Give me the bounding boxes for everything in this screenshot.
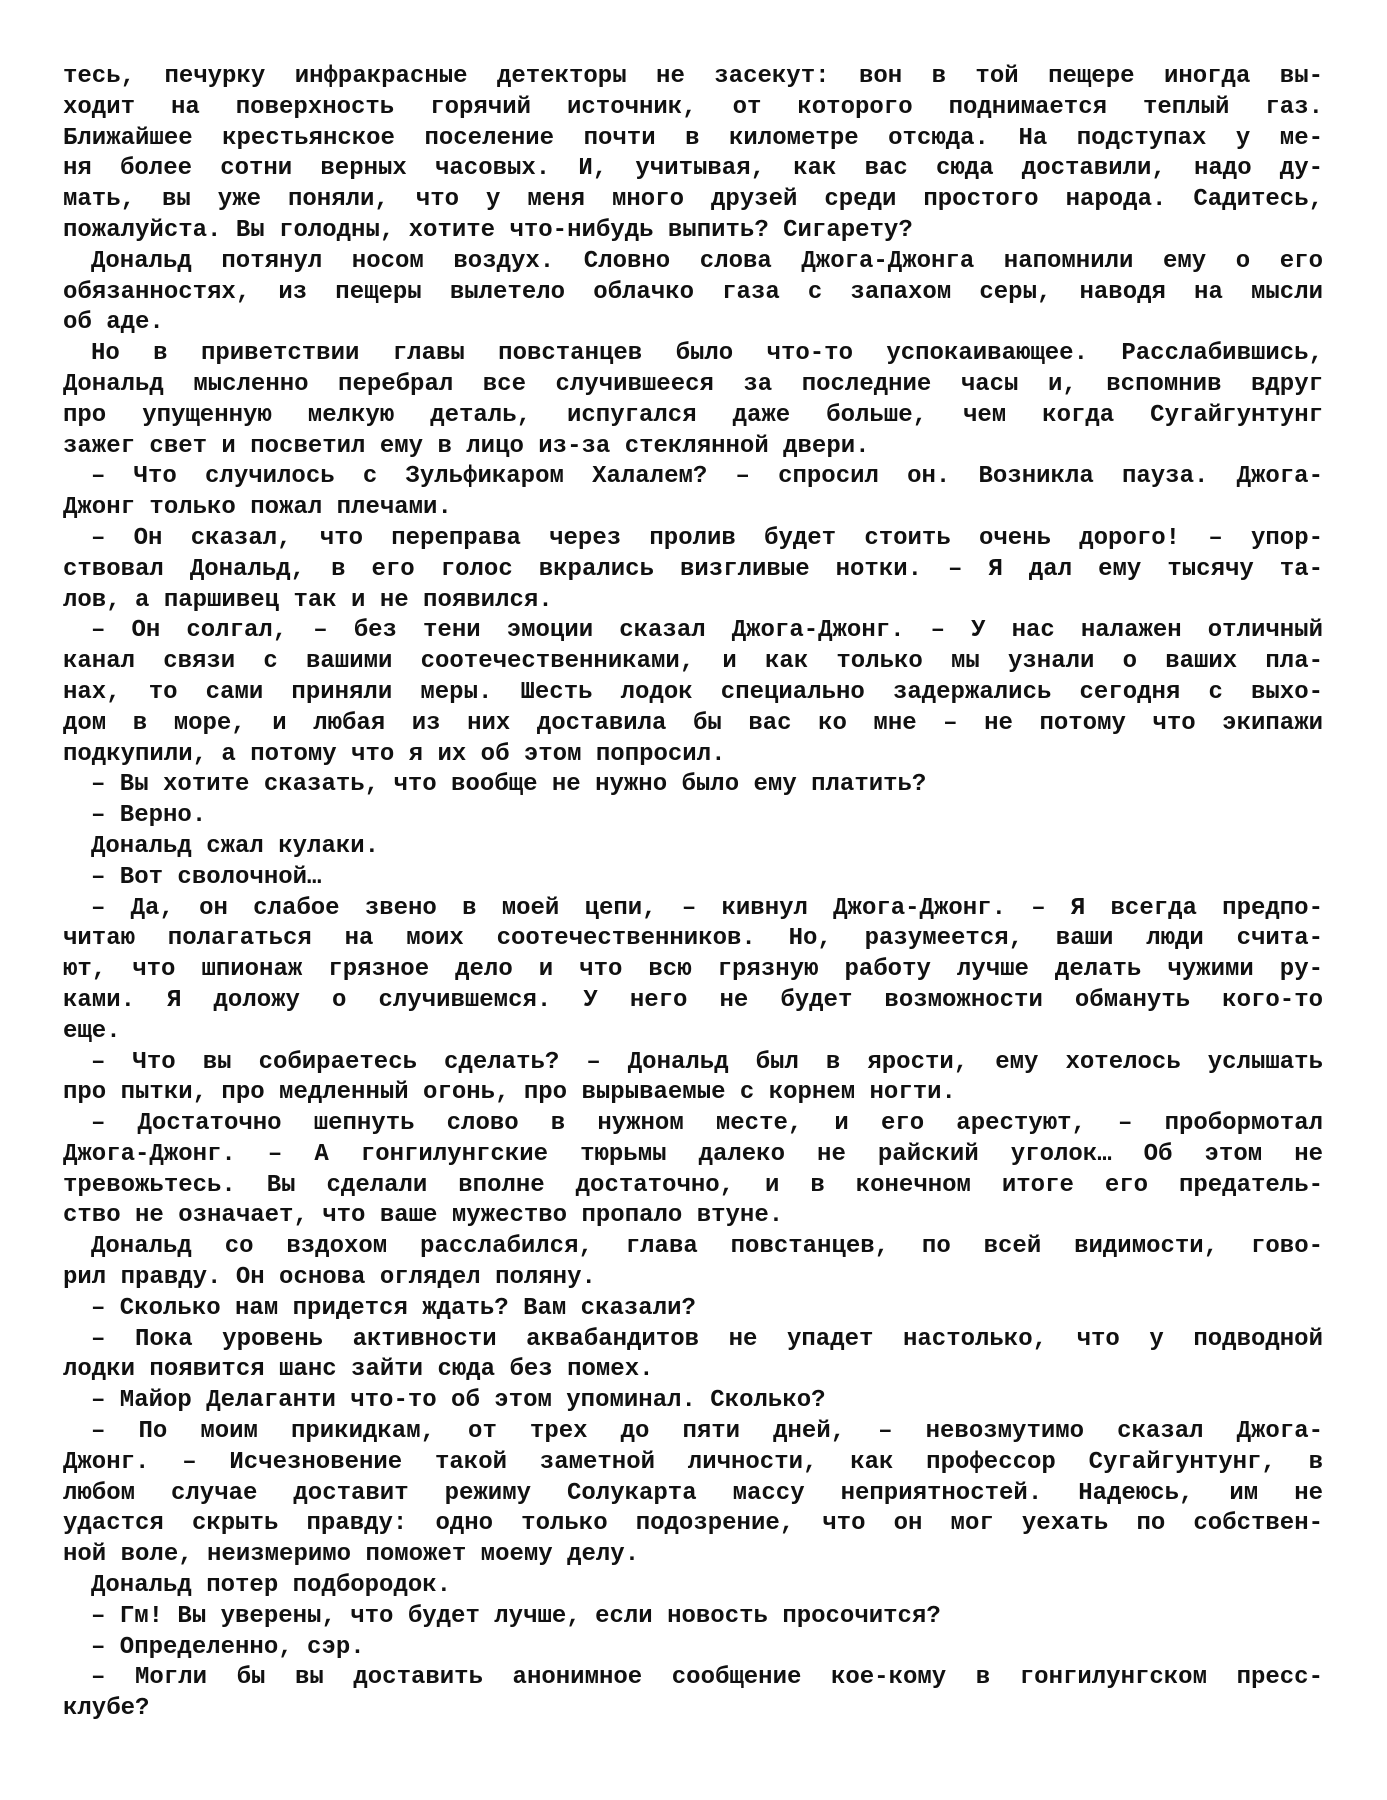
text-line: про пытки, про медленный огонь, про вырываемые с корнем ногти. [63,1079,956,1107]
text-line: ствовал Дональд, в его голос вкрались визгливые нотки. – Я дал ему тысячу та- [63,555,1323,583]
text-line: тесь, печурку инфракрасные детекторы не засекут: вон в той пещере иногда вы- [63,63,1323,90]
text-line: – Да, он слабое звено в моей цепи, – кивнул Джога-Джонг. – Я всегда предпо- [91,894,1323,922]
text-line: нах, то сами приняли меры. Шесть лодок специально задержались сегодня с выхо- [63,678,1323,706]
text-line: ками. Я доложу о случившемся. У него не будет возможности обмануть кого-то [63,986,1323,1014]
text-line: Дональд потянул носом воздух. Словно слова Джога-Джонга напомнили ему о его [91,247,1323,275]
text-line: пожалуйста. Вы голодны, хотите что-нибудь выпить? Сигарету? [63,216,913,244]
text-line: Ближайшее крестьянское поселение почти в километре отсюда. На подступах у ме- [63,124,1323,152]
text-line: Джога-Джонг. – А гонгилунгские тюрьмы далеко не райский уголок… Об этом не [63,1140,1323,1168]
text-line: ходит на поверхность горячий источник, от которого поднимается теплый газ. [63,93,1323,121]
text-line: – Вот сволочной… [91,863,322,891]
text-line: ство не означает, что ваше мужество пропало втуне. [63,1202,784,1230]
text-line: Дональд потер подбородок. [91,1572,452,1600]
book-page [63,62,1323,1725]
text-line: Но в приветствии главы повстанцев было что-то успокаивающее. Расслабившись, [91,340,1323,368]
text-line: удастся скрыть правду: одно только подозрение, что он мог уехать по собствен- [63,1510,1323,1538]
text-line: ной воле, неизмеримо поможет моему делу. [63,1541,640,1569]
text-line: – Пока уровень активности аквабандитов не упадет настолько, что у подводной [91,1325,1323,1353]
text-line: – Майор Делаганти что-то об этом упоминал. Сколько? [91,1387,826,1415]
text-line: еще. [63,1017,121,1045]
text-line: Дональд сжал кулаки. [91,832,380,860]
text-line: – Он солгал, – без тени эмоции сказал Джога-Джонг. – У нас налажен отличный [91,617,1323,645]
text-line: – Определенно, сэр. [91,1633,365,1661]
text-line: об аде. [63,309,164,337]
text-line: – Сколько нам придется ждать? Вам сказали? [91,1294,696,1322]
text-line: – Могли бы вы доставить анонимное сообщение кое-кому в гонгилунгском пресс- [91,1664,1323,1692]
text-line: – Что случилось с Зульфикаром Халалем? – спросил он. Возникла пауза. Джога- [91,463,1323,491]
text-line: – Верно. [91,802,207,830]
text-line: – Что вы собираетесь сделать? – Дональд был в ярости, ему хотелось услышать [91,1048,1323,1076]
text-line: зажег свет и посветил ему в лицо из-за стеклянной двери. [63,432,870,460]
text-line: любом случае доставит режиму Солукарта массу неприятностей. Надеюсь, им не [63,1479,1323,1507]
text-line: – Вы хотите сказать, что вообще не нужно было ему платить? [91,771,927,799]
text-line: клубе? [63,1695,150,1723]
text-line: обязанностях, из пещеры вылетело облачко газа с запахом серы, наводя на мысли [63,278,1323,306]
text-line: Джонг. – Исчезновение такой заметной личности, как профессор Сугайгунтунг, в [63,1448,1323,1476]
text-line: – Гм! Вы уверены, что будет лучше, если новость просочится? [91,1602,941,1630]
text-line: читаю полагаться на моих соотечественников. Но, разумеется, ваши люди счита- [63,925,1323,953]
text-line: мать, вы уже поняли, что у меня много друзей среди простого народа. Садитесь, [63,186,1323,214]
text-line: – По моим прикидкам, от трех до пяти дней, – невозмутимо сказал Джога- [91,1418,1323,1446]
text-line: ют, что шпионаж грязное дело и что всю грязную работу лучше делать чужими ру- [63,956,1323,984]
text-line: ня более сотни верных часовых. И, учитывая, как вас сюда доставили, надо ду- [63,155,1323,183]
text-line: подкупили, а потому что я их об этом попросил. [63,740,726,768]
text-line: лов, а паршивец так и не появился. [63,586,553,614]
text-line: лодки появится шанс зайти сюда без помех. [63,1356,654,1384]
text-line: – Достаточно шепнуть слово в нужном месте, и его арестуют, – пробормотал [91,1110,1323,1138]
text-line: Дональд со вздохом расслабился, глава повстанцев, по всей видимости, гово- [91,1233,1323,1261]
text-line: про упущенную мелкую деталь, испугался даже больше, чем когда Сугайгунтунг [63,401,1323,429]
text-line: дом в море, и любая из них доставила бы вас ко мне – не потому что экипажи [63,709,1323,737]
text-line: рил правду. Он основа оглядел поляну. [63,1264,596,1292]
text-line: Джонг только пожал плечами. [63,494,452,522]
text-line: канал связи с вашими соотечественниками, и как только мы узнали о ваших пла- [63,648,1323,676]
text-line: Дональд мысленно перебрал все случившееся за последние часы и, вспомнив вдруг [63,370,1323,398]
text-line: тревожьтесь. Вы сделали вполне достаточно, и в конечном итоге его предатель- [63,1171,1323,1199]
text-line: – Он сказал, что переправа через пролив будет стоить очень дорого! – упор- [91,524,1323,552]
